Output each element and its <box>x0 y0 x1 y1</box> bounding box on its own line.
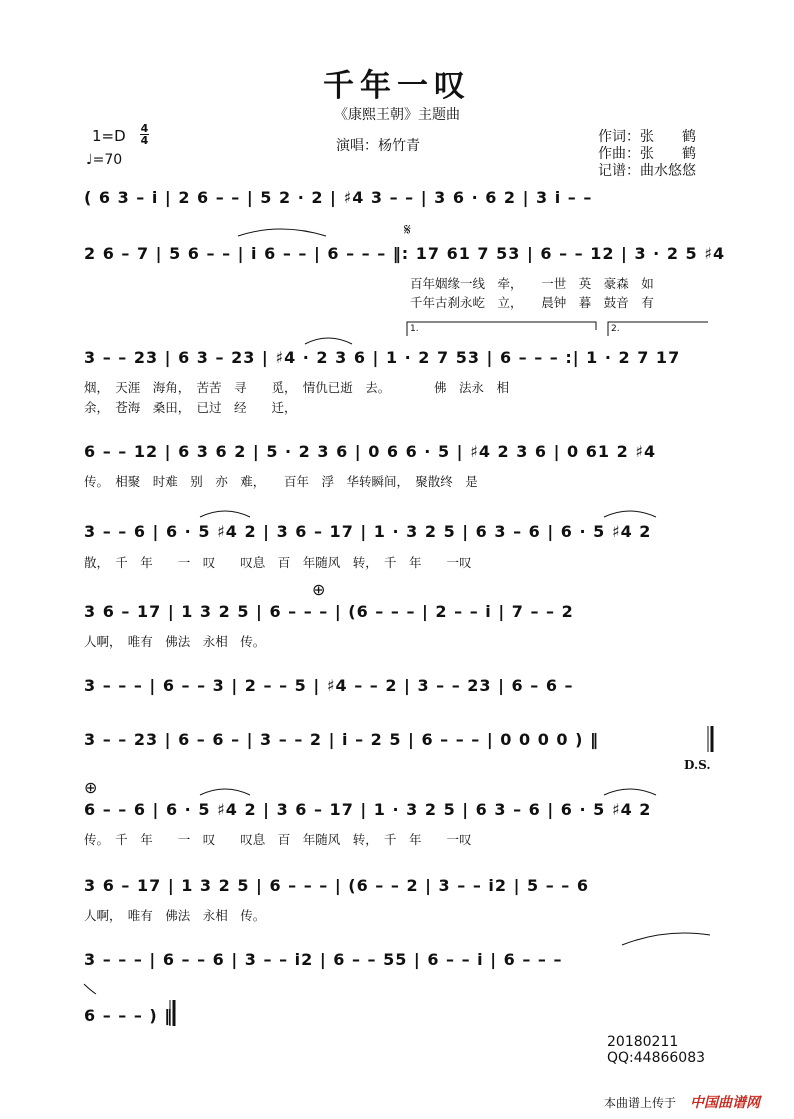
footer-date: 20180211 <box>607 1034 679 1050</box>
coda-sign-2: ⊕ <box>84 778 98 797</box>
time-bottom: 4 <box>140 134 149 147</box>
subtitle: 《康熙王朝》主题曲 <box>334 107 460 123</box>
tie-arc <box>604 511 656 517</box>
tie-arc <box>84 984 96 994</box>
score-row-12: 6 – – – ) ‖ <box>84 1006 174 1025</box>
score-row-6: 3 6 – 17 | 1 3 2 5 | 6 – – – | (6 – – – | 2 – – i | 7 – – 2 <box>84 602 574 621</box>
score-row-5: 3 – – 6 | 6 · 5 ♯4 2 | 3 6 – 17 | 1 · 3 2 5 | 6 3 – 6 | 6 · 5 ♯4 2 <box>84 522 652 541</box>
tempo-mark: ♩=70 <box>86 152 123 168</box>
time-top: 4 <box>140 122 149 135</box>
score-row-11: 3 – – – | 6 – – 6 | 3 – – i2 | 6 – – 55 | 6 – – i | 6 – – – <box>84 950 563 969</box>
score-row-4: 6 – – 12 | 6 3 6 2 | 5 · 2 3 6 | 0 6 6 · 5 | ♯4 2 3 6 | 0 61 2 ♯4 <box>84 442 657 461</box>
lyric-row-5: 散， 千 年 一 叹 叹息 百 年随风 转， 千 年 一叹 <box>84 555 472 570</box>
lyric-row-6: 人啊， 唯有 佛法 永相 传。 <box>84 634 266 649</box>
volta-1-bracket <box>407 322 596 336</box>
tie-arc <box>200 511 250 517</box>
score-row-9: 6 – – 6 | 6 · 5 ♯4 2 | 3 6 – 17 | 1 · 3 2 5 | 6 3 – 6 | 6 · 5 ♯4 2 <box>84 800 652 819</box>
tie-arc <box>238 229 326 236</box>
page-title: 千年一叹 <box>323 68 471 104</box>
lyric-row-10: 人啊， 唯有 佛法 永相 传。 <box>84 908 266 923</box>
upload-note: 本曲谱上传于 <box>604 1096 677 1110</box>
score-row-3: 3 – – 23 | 6 3 – 23 | ♯4 · 2 3 6 | 1 · 2 7 53 | 6 – – – :| 1 · 2 7 17 <box>84 348 681 367</box>
segno-sign: 𝄋 <box>404 220 411 239</box>
lyricist-credit: 作词：张 鹤 <box>598 129 696 145</box>
site-logo[interactable]: 中国曲谱网 <box>690 1095 760 1111</box>
lyric-row-2a: 百年姻缘一线 牵， 一世 英 豪森 如 <box>410 276 654 291</box>
score-row-7: 3 – – – | 6 – – 3 | 2 – – 5 | ♯4 – – 2 | 3 – – 23 | 6 – 6 – <box>84 676 574 695</box>
tie-arc <box>604 789 656 795</box>
singer-credit: 演唱：杨竹青 <box>336 138 420 154</box>
lyric-row-2b: 千年古刹永屹 立， 晨钟 暮 鼓音 有 <box>410 295 654 310</box>
footer-qq: QQ:44866083 <box>607 1050 706 1066</box>
volta-1-label: 1. <box>410 324 419 334</box>
tie-arc <box>305 338 352 344</box>
key-signature: 1=D <box>92 127 126 145</box>
composer-credit: 作曲：张 鹤 <box>598 146 696 162</box>
lyric-row-3a: 烟， 天涯 海角， 苦苦 寻 觅， 情仇已逝 去。 佛 法永 相 <box>84 380 510 395</box>
tie-arc <box>622 933 710 945</box>
tie-arc <box>200 789 250 795</box>
lyric-row-3b: 余， 苍海 桑田， 已过 经 迁， <box>84 400 297 415</box>
score-row-8: 3 – – 23 | 6 – 6 – | 3 – – 2 | i – 2 5 | 6 – – – | 0 0 0 0 ) ‖ <box>84 730 599 749</box>
lyric-row-4: 传。 相聚 时难 别 亦 难， 百年 浮 华转瞬间， 聚散终 是 <box>84 474 478 489</box>
ds-marking: D.S. <box>684 758 711 772</box>
score-row-10: 3 6 – 17 | 1 3 2 5 | 6 – – – | (6 – – 2 | 3 – – i2 | 5 – – 6 <box>84 876 589 895</box>
coda-sign: ⊕ <box>312 580 326 599</box>
volta-2-label: 2. <box>611 324 620 334</box>
volta-2-bracket <box>608 322 708 336</box>
score-row-1: ( 6 3 – i | 2 6 – – | 5 2 · 2 | ♯4 3 – – | 3 6 · 6 2 | 3 i – – <box>84 188 593 207</box>
transcriber-credit: 记谱：曲水悠悠 <box>598 163 696 179</box>
score-row-2: 2 6 – 7 | 5 6 – – | i 6 – – | 6 – – – ‖: 17 61 7 53 | 6 – – 12 | 3 · 2 5 ♯4 <box>84 244 726 263</box>
lyric-row-9: 传。 千 年 一 叹 叹息 百 年随风 转， 千 年 一叹 <box>84 832 472 847</box>
